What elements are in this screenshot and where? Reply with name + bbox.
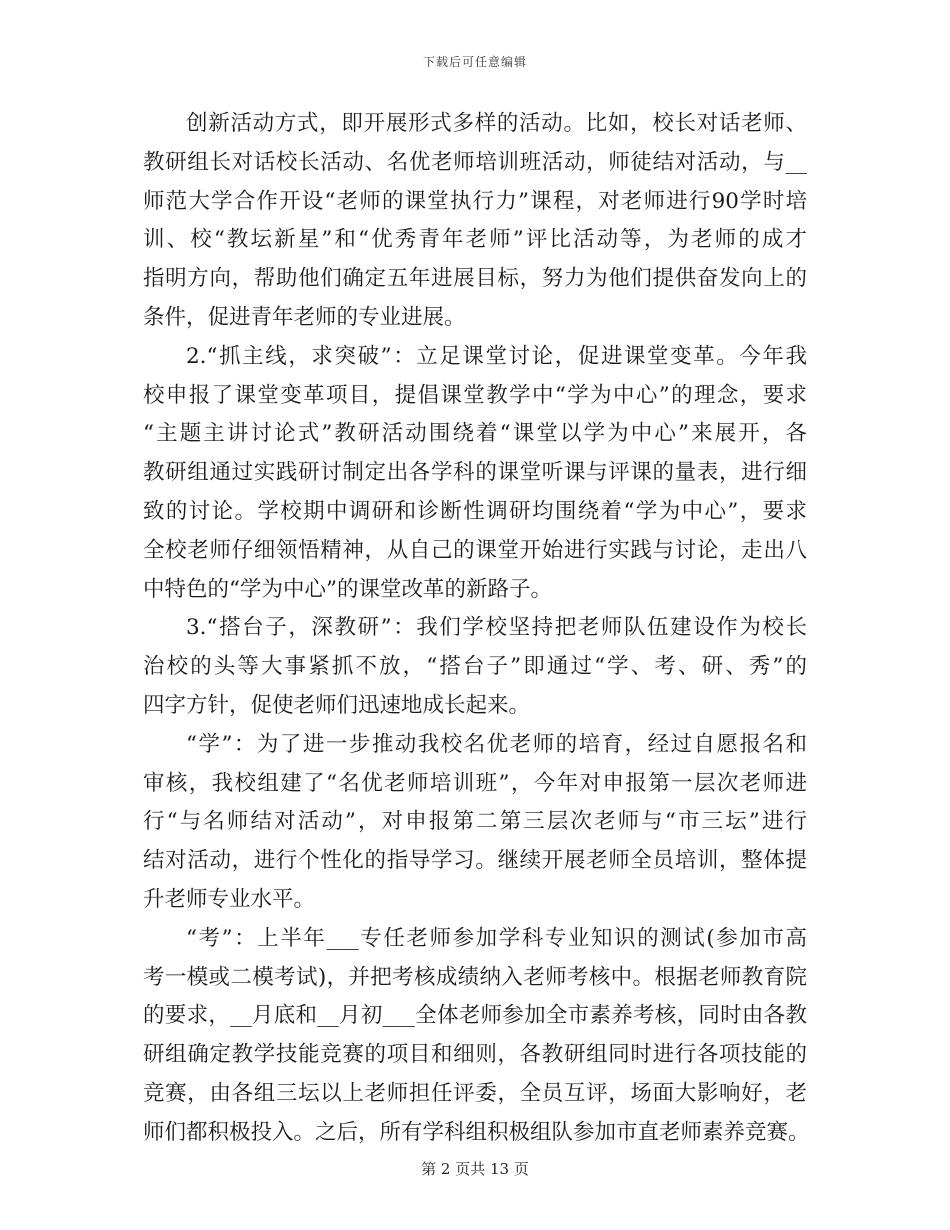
page-number: 第 2 页共 13 页 — [421, 1160, 529, 1178]
text-line: 四字方针，促使老师们迅速地成长起来。 — [143, 692, 531, 718]
text-line: 教研组长对话校长活动、名优老师培训班活动，师徒结对活动，与__ — [143, 149, 807, 175]
text-line: 师们都积极投入。之后，所有学科组积极组队参加市直老师素养竞赛。 — [143, 1119, 810, 1145]
text-line: 师范大学合作开设“老师的课堂执行力”课程，对老师进行90学时培 — [143, 188, 807, 214]
text-line: 条件，促进青年老师的专业进展。 — [143, 304, 466, 330]
text-line: 校申报了课堂变革项目，提倡课堂教学中“学为中心”的理念，要求 — [143, 382, 807, 408]
paragraph-activity-methods — [143, 105, 807, 338]
text-line: 2.“抓主线，求突破”：立足课堂讨论，促进课堂变革。今年我 — [186, 343, 807, 369]
text-line: “考”：上半年___专任老师参加学科专业知识的测试(参加市高 — [186, 925, 807, 951]
text-line: 竞赛，由各组三坛以上老师担任评委，全员互评，场面大影响好，老 — [143, 1080, 807, 1106]
text-line: “主题主讲讨论式”教研活动围绕着“课堂以学为中心”来展开，各 — [143, 421, 807, 447]
paragraph-exam — [143, 920, 810, 1153]
text-line: “学”：为了进一步推动我校名优老师的培育，经过自愿报名和 — [186, 731, 807, 757]
text-line: 训、校“教坛新星”和“优秀青年老师”评比活动等，为老师的成才 — [143, 227, 807, 253]
text-line: 3.“搭台子，深教研”：我们学校坚持把老师队伍建设作为校长 — [186, 615, 807, 641]
text-line: 审核，我校组建了“名优老师培训班”，今年对申报第一层次老师进 — [143, 770, 807, 796]
text-line: 教研组通过实践研讨制定出各学科的课堂听课与评课的量表，进行细 — [143, 460, 807, 486]
paragraph-item-2 — [143, 338, 807, 610]
text-line: 结对活动，进行个性化的指导学习。继续开展老师全员培训，整体提 — [143, 848, 807, 874]
text-line: 治校的头等大事紧抓不放，“搭台子”即通过“学、考、研、秀”的 — [143, 654, 807, 680]
page-header: 下载后可任意编辑 — [422, 55, 527, 69]
text-line: 指明方向，帮助他们确定五年进展目标，努力为他们提供奋发向上的 — [143, 266, 807, 292]
text-line: 考一模或二模考试)，并把考核成绩纳入老师考核中。根据老师教育院 — [143, 964, 807, 990]
text-line: 创新活动方式，即开展形式多样的活动。比如，校长对话老师、 — [186, 111, 807, 136]
text-line: 行“与名师结对活动”，对申报第二第三层次老师与“市三坛”进行 — [143, 809, 807, 835]
paragraph-item-3 — [143, 609, 807, 725]
document-body — [143, 105, 810, 1153]
paragraph-learn — [143, 726, 807, 920]
text-line: 致的讨论。学校期中调研和诊断性调研均围绕着“学为中心”，要求 — [143, 498, 807, 524]
text-line: 中特色的“学为中心”的课堂改革的新路子。 — [143, 576, 552, 602]
text-line: 升老师专业水平。 — [143, 886, 316, 912]
text-line: 的要求，__月底和__月初___全体老师参加全市素养考核，同时由各教 — [143, 1003, 807, 1029]
text-line: 全校老师仔细领悟精神，从自己的课堂开始进行实践与讨论，走出八 — [143, 537, 807, 563]
text-line: 研组确定教学技能竞赛的项目和细则，各教研组同时进行各项技能的 — [143, 1042, 807, 1068]
